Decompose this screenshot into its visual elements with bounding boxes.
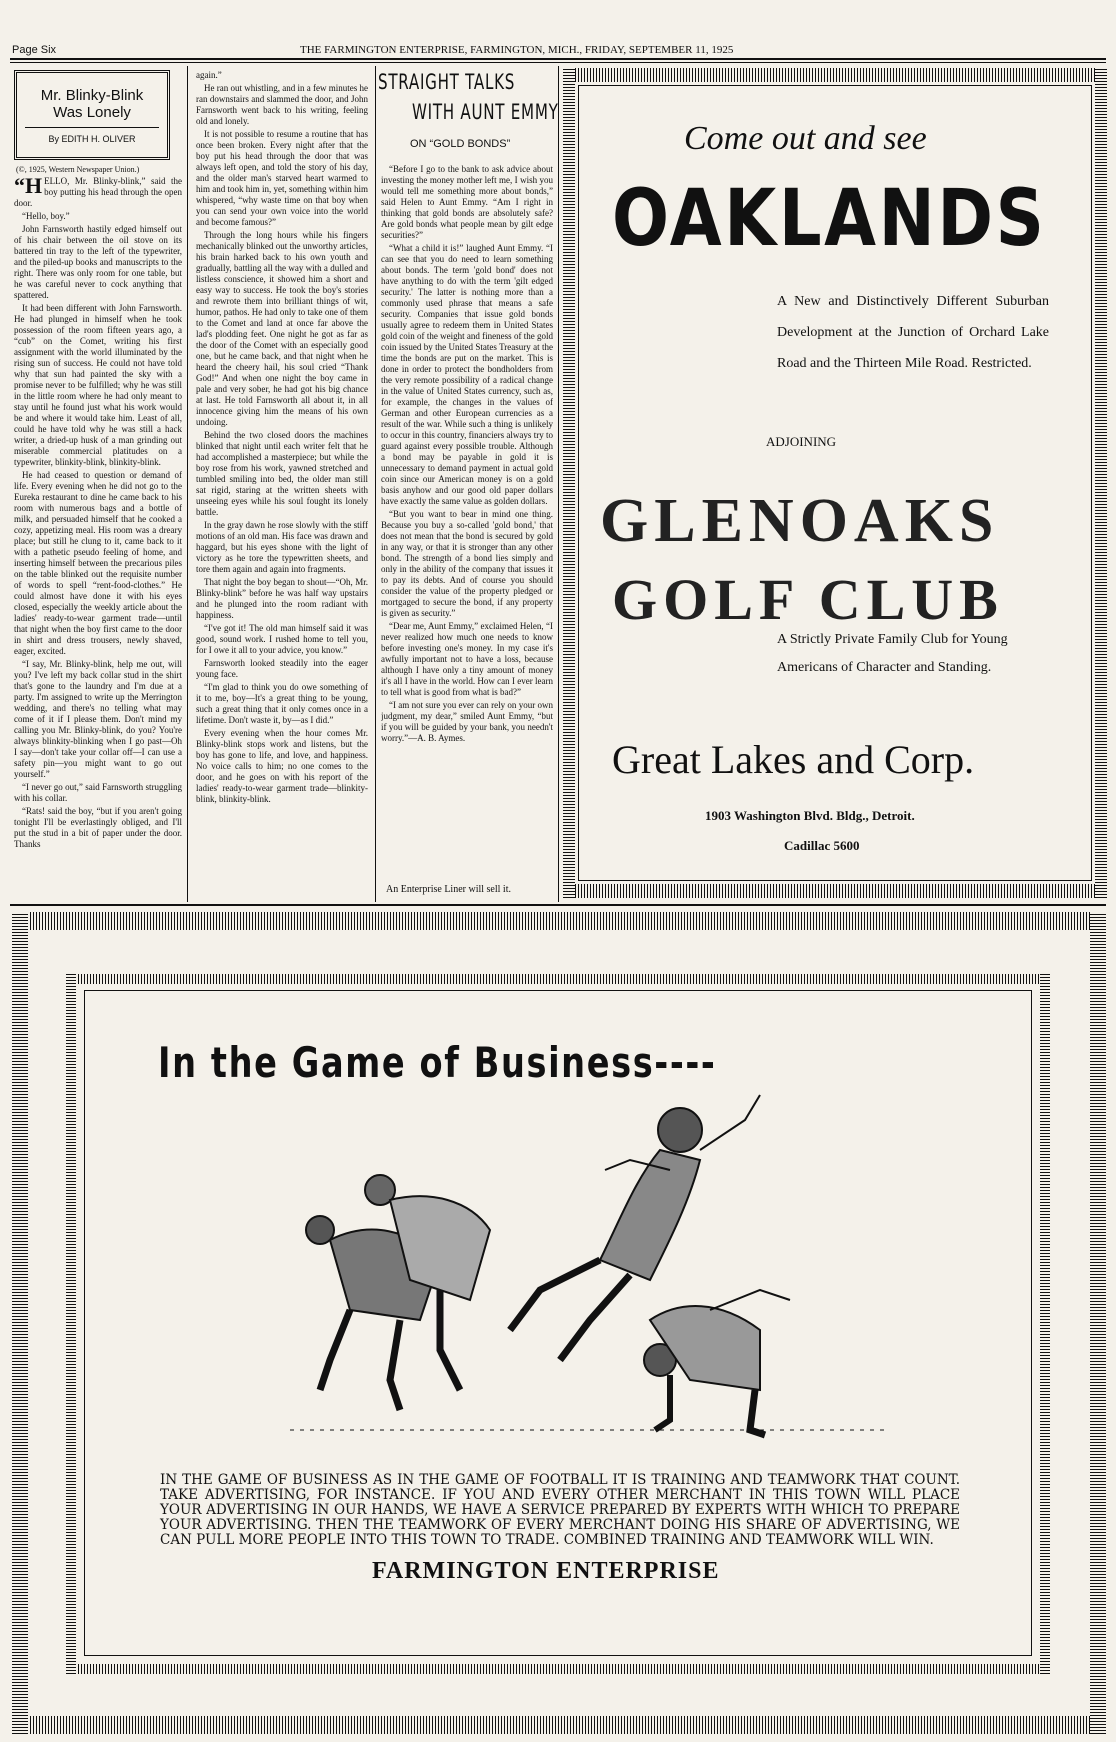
story-paragraph: Farnsworth looked steadily into the eager young face. bbox=[196, 658, 368, 679]
golf-club-title: GOLF CLUB bbox=[612, 567, 1004, 632]
player-helmet bbox=[658, 1108, 702, 1152]
football-illustration bbox=[290, 1090, 890, 1450]
glenoaks-title: GLENOAKS bbox=[600, 487, 1000, 555]
ad-border-bottom bbox=[563, 884, 1107, 898]
story-column-1 bbox=[14, 176, 182, 898]
masthead-rule bbox=[10, 58, 1106, 60]
story-paragraph: “Hello, boy.” bbox=[22, 211, 70, 221]
story-paragraph: “Dear me, Aunt Emmy,” exclaimed Helen, “I never realized how much one needs to know before investing one's money. In my case it's awfully important not to have a loss, because although I have only a tiny amount of money it's all I have in the world. How can I ever learn to tell what is good from what is bad?” bbox=[381, 621, 553, 697]
page-number: Page Six bbox=[12, 44, 57, 56]
football-body-text: IN THE GAME OF BUSINESS AS IN THE GAME OF FOOTBALL IT IS TRAINING AND TEAMWORK THAT COUNT. TAKE ADVERTISING, FOR INSTANCE. IF YOU AND EVERY OTHER MERCHANT IN THIS TOWN WILL PLACE YOUR ADVERTISING IN OUR HANDS, WE HAVE A SERVICE PREPARED BY EXPERTS WITH WHICH TO PREPARE YOUR ADVERTISING. THEN THE TEAMWORK OF EVERY MERCHANT DOING HIS SHARE OF ADVERTISING, WE CAN PULL MORE PEOPLE INTO THIS TOWN TO TRADE. COMBINED TRAINING AND TEAMWORK WILL WIN. bbox=[160, 1472, 960, 1548]
story-paragraph: ELLO, Mr. Blinky-blink,” said the boy putting his head through the open door. bbox=[14, 176, 182, 208]
ad-border-left bbox=[563, 68, 575, 898]
inner-border-top bbox=[66, 974, 1050, 984]
story2-subtitle: ON “GOLD BONDS” bbox=[410, 138, 511, 150]
story-paragraph: “I say, Mr. Blinky-blink, help me out, will you? I've left my back collar stud in the shirt that's gone to the laundry and I'm due at a party. I'm assigned to write up the Merrington wedding, and there's no telling what may come of it if I please them. Don't mind my calling you Mr. Blinky-blink, do you? You're always blinkity-blinking when I go past—Oh I say—don't take your collar off—I can use a safety pin—you might want to go out yourself.” bbox=[14, 659, 182, 779]
story-paragraph: Every evening when the hour comes Mr. Blinky-blink stops work and listens, but the boy has gone to life, and love, and happiness. No voice calls to him; no one comes to the door, and he goes on with his report of the ladies' ready-to-wear garment trade—blinkity-blink, blinkity-blink. bbox=[196, 728, 368, 804]
corp-address: 1903 Washington Blvd. Bldg., Detroit. bbox=[705, 808, 915, 823]
story-paragraph: Behind the two closed doors the machines blinked that night until each writer felt that he had accomplished a masterpiece; but while the boy rose from his work, yawned stretched and tumbled smiling into bed, the older man still sat rigid, staring at the written sheets with unseeing eyes while his soul fought its lonely battle. bbox=[196, 430, 368, 517]
story-paragraph: “But you want to bear in mind one thing. Because you buy a so-called 'gold bond,' that does not mean that the bond is secured by gold in any way, or that it is stronger than any other bond. The strength of a bond lies simply and only in the ability of the company that issues it to pay its debts. And of course you should consider the value of the property pledged or mortgaged to secure the bond, if any property is given as security.” bbox=[381, 509, 553, 618]
adjoining-label: ADJOINING bbox=[766, 434, 837, 449]
story-paragraph: “Before I go to the bank to ask advice about investing the money mother left me, I wish you would tell me something more about bonds,” said Helen to Aunt Emmy. “Am I right in thinking that gold bonds are absolutely safe? Are gold bonds what people mean by gilt edge securities?” bbox=[381, 164, 553, 240]
club-description: A Strictly Private Family Club for Young Americans of Character and Standing. bbox=[777, 632, 1008, 675]
story-byline: By EDITH H. OLIVER bbox=[48, 134, 136, 144]
story-paragraph: Through the long hours while his fingers mechanically blinked out the unworthy articles, his brain harked back to his own youth and gradually, battling all the way with a dulled and listless conscience, it showed him a short and easy way to success. He took the boy's stories and rewrote them into brilliant things of wit, humor, pathos. He had only to take one of them to the Comet and land at once far above the lad's plodding feet. One night he got as far as the door of the Comet with an especially good one, but he came back, and that night when he heard the cheery hail, his soul cried “Thank God!” And when one night the boy came in pale and very sober, he had got his big chance at last. He told Farnsworth all about it, in all innocence giving him the means of his own undoing. bbox=[196, 230, 368, 427]
story-paragraph: He ran out whistling, and in a few minutes he ran downstairs and slammed the door, and John Farnsworth went back to his writing, feeling old and lonely. bbox=[196, 83, 368, 126]
story2-title-line1: STRAIGHT TALKS bbox=[378, 70, 516, 94]
ad-border-bottom bbox=[12, 1716, 1106, 1734]
football-headline: In the Game of Business---- bbox=[158, 1038, 717, 1087]
story-paragraph: It had been different with John Farnsworth. He had plunged in himself when he took possession of the room fifteen years ago, a “cub” on the Comet, writing his first assignment with the world illuminated by the rising sun of success. He could not have told why that sun had painted the sky with a promise never to be fulfilled; why he was still in the little room where he had only meant to stay until he found just what his work would be and where it would take him. Least of all, could he have told why he was still a hack writer, a dried-up husk of a man grinding out miserable commercial platitudes on a typewriter, blinkity-blink, blinkity-blink. bbox=[14, 303, 182, 467]
ad-border-top bbox=[12, 912, 1106, 930]
story-paragraph: again.” bbox=[196, 70, 222, 80]
masthead-rule-thin bbox=[10, 62, 1106, 63]
story-title-line2: Was Lonely bbox=[53, 104, 131, 121]
oaklands-description: A New and Distinctively Different Suburban Development at the Junction of Orchard Lake Road and the Thirteen Mile Road. Restricted. bbox=[777, 294, 1049, 371]
story-paragraph: “I've got it! The old man himself said it was good, sound work. I rushed home to tell you, for I owe it all to your advice, you know.” bbox=[196, 623, 368, 655]
story-paragraph: In the gray dawn he rose slowly with the stiff motions of an old man. His face was drawn and haggard, but his eyes shone with the light of victory as he tore the typewritten sheets, and tore them again and again into fragments. bbox=[196, 520, 368, 574]
story-paragraph: “Rats! said the boy, “but if you aren't going tonight I'll be everlastingly obliged, and I'll put the stud in a bit of paper under the door. Thanks bbox=[14, 806, 182, 849]
oaklands-title: OAKLANDS bbox=[612, 174, 1047, 264]
enterprise-liner: An Enterprise Liner will sell it. bbox=[386, 884, 511, 895]
football-signature: FARMINGTON ENTERPRISE bbox=[372, 1558, 720, 1584]
story2-title-line2: WITH AUNT EMMY bbox=[412, 100, 559, 124]
ad-border-right bbox=[1095, 68, 1107, 898]
ad-border-right bbox=[1090, 912, 1106, 1734]
player-leg bbox=[750, 1390, 765, 1435]
masthead-title: THE FARMINGTON ENTERPRISE, FARMINGTON, MICH., FRIDAY, SEPTEMBER 11, 1925 bbox=[300, 44, 734, 56]
corp-phone: Cadillac 5600 bbox=[784, 838, 860, 853]
player-arm bbox=[700, 1095, 760, 1150]
story-paragraph: He had ceased to question or demand of life. Every evening when he did not go to the Eureka restaurant to dine he came back to his room with numerous bags and a bottle of milk, and persuaded himself that he cooked a cozy, appetizing meal. His room was a dreary place; but still he clung to it, came back to it with a pathetic pseudo feeling of home, and inserting himself between the precarious piles on the table blinked out the requisite number of words to spell “rent-food-clothes.” He could almost have done it with his eyes closed, especially the weekly article about the ladies' ready-to-wear garment trade—until that night when the boy first came to the door in shirt and dress trousers, newly shaved, eager, excited. bbox=[14, 470, 182, 656]
story2-column bbox=[381, 164, 553, 876]
story-paragraph: It is not possible to resume a routine that has once been broken. Every night after that the boy put his head through the door that was always left open, and told the story of his day, and the older man's starved heart warmed to him and took him in, yet, something within him whispered, “why waste time on that boy when you can send your own voice into the world and become famous?” bbox=[196, 129, 368, 227]
player-leg bbox=[560, 1275, 630, 1360]
story-paragraph: “I am not sure you ever can rely on your own judgment, my dear,” smiled Aunt Emmy, “but if you will be guided by your bank, you needn't worry.”—A. B. Aymes. bbox=[381, 700, 553, 743]
inner-border-bottom bbox=[66, 1664, 1050, 1674]
story-title-box bbox=[14, 70, 170, 160]
dropcap: “H bbox=[14, 176, 43, 198]
story-paragraph: “What a child it is!” laughed Aunt Emmy. “I can see that you do need to learn something about bonds. The term 'gold bond' does not have anything to do with the term 'gilt edged security.' The latter is nothing more than a commonly used phrase that means a safe security. Companies that issue gold bonds usually agree to redeem them in United States gold coin of the weight and fineness of the gold coin issued by the United States Treasury at the time the bonds are put on the market. This is done in order to protect the bondholders from the very remote possibility of a radical change in the value of United States currency, such as, for example, the changes in the values of German and other European currencies as a result of the war. While such a thing is unlikely to occur in this country, financiers always try to guard against every possible trouble. Although a bond may be payable in gold it is unnecessary to demand payment in actual gold coin since our American money is on a gold basis anyhow and our good old paper dollars have exactly the same value as golden dollars. bbox=[381, 243, 553, 506]
come-out-line: Come out and see bbox=[684, 120, 927, 157]
section-rule bbox=[10, 904, 1106, 906]
inner-border-right bbox=[1040, 974, 1050, 1674]
player-leg bbox=[440, 1290, 460, 1390]
player-arm bbox=[655, 1375, 670, 1430]
column-rule bbox=[187, 66, 188, 902]
player-body bbox=[600, 1150, 700, 1280]
story-title-line1: Mr. Blinky-Blink bbox=[40, 87, 144, 104]
corp-name: Great Lakes and Corp. bbox=[612, 737, 975, 782]
ad-border-left bbox=[12, 912, 28, 1734]
ad-border-top bbox=[563, 68, 1107, 82]
story-paragraph: “I'm glad to think you do owe something of it to me, boy—It's a great thing to be young, such a great thing that it only comes once in a lifetime. Don't waste it, by—as I did.” bbox=[196, 682, 368, 725]
player-leg bbox=[390, 1320, 400, 1410]
story-column-2 bbox=[196, 70, 368, 898]
inner-border-left bbox=[66, 974, 76, 1674]
column-rule bbox=[375, 66, 376, 902]
story-paragraph: John Farnsworth hastily edged himself out of his chair between the oil stove on its battered tin tray to the left of the typewriter, and the piled-up books and manuscripts to the right. There was only room for one table, but he was careful never to cock anything that spattered. bbox=[14, 224, 182, 300]
column-rule bbox=[558, 66, 559, 902]
story-paragraph: That night the boy began to shout—“Oh, Mr. Blinky-blink” before he was half way upstairs and he plunged into the room radiant with happiness. bbox=[196, 577, 368, 620]
story-paragraph: “I never go out,” said Farnsworth struggling with his collar. bbox=[14, 782, 182, 803]
player-leg bbox=[320, 1310, 350, 1390]
player-arm bbox=[710, 1290, 790, 1310]
copyright-line: (©, 1925, Western Newspaper Union.) bbox=[16, 165, 140, 174]
